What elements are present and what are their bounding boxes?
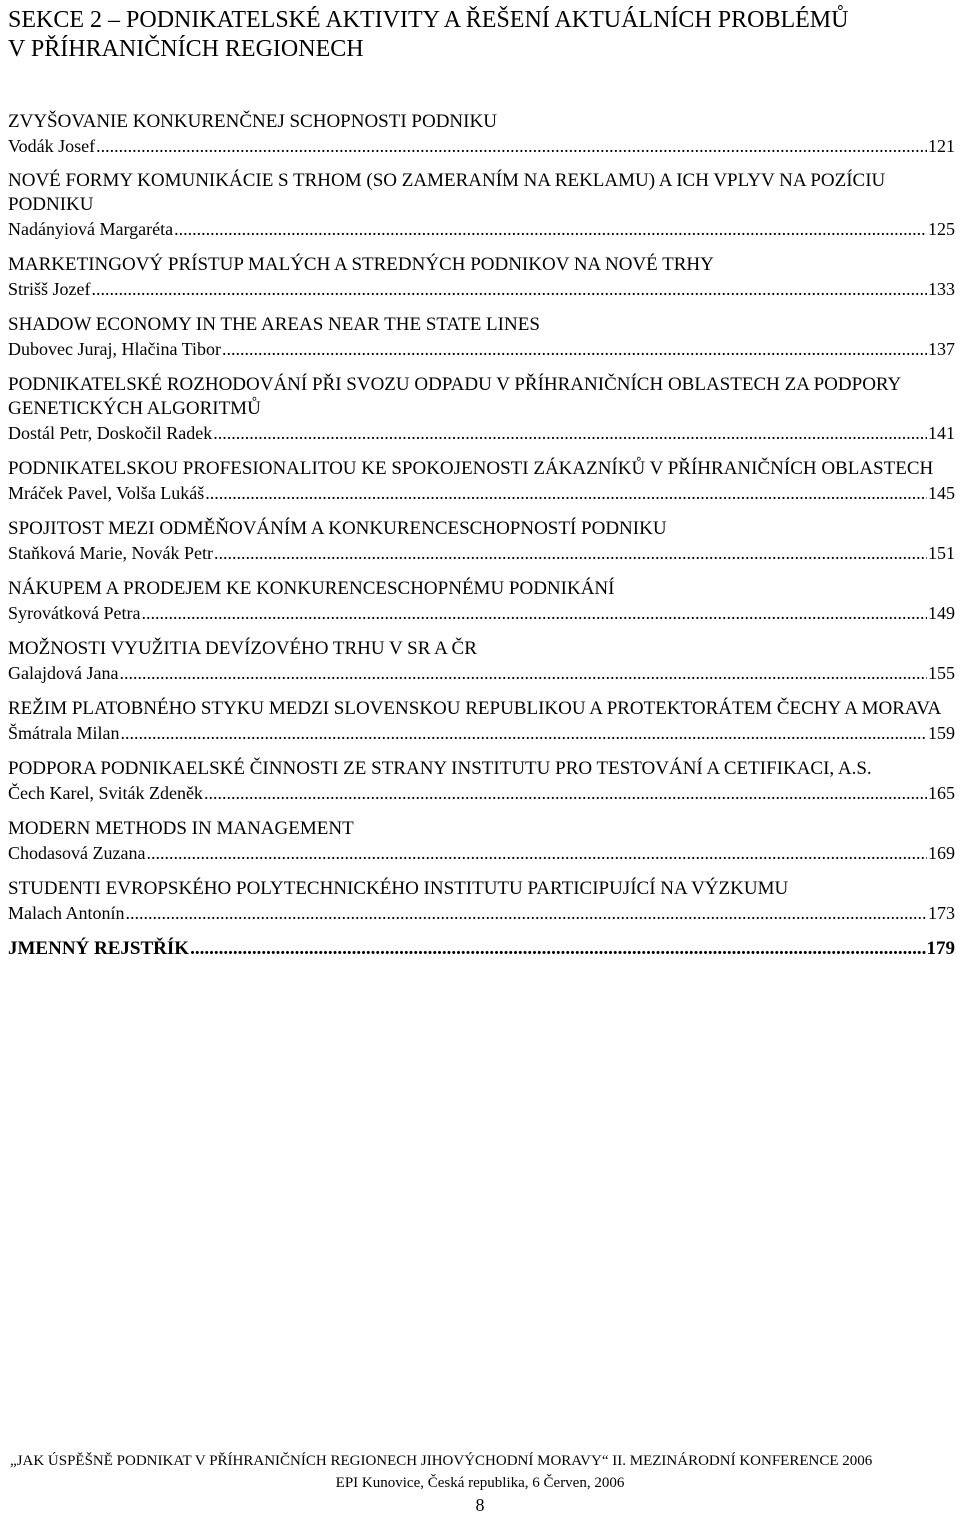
toc-entry [8, 169, 955, 241]
toc-entry-title: MODERN METHODS IN MANAGEMENT [8, 818, 354, 839]
toc-entry-page: 125 [928, 219, 955, 239]
toc-entry-author-line[interactable] [8, 481, 955, 505]
toc-entry [8, 110, 955, 158]
toc-entry-page: 165 [928, 783, 955, 803]
toc-entry-title: MARKETINGOVÝ PRÍSTUP MALÝCH A STREDNÝCH PODNIKOV NA NOVÉ TRHY [8, 254, 714, 275]
toc-entry-author-line[interactable] [8, 421, 955, 445]
dot-leader [213, 421, 927, 445]
toc-entry-page: 151 [928, 543, 955, 563]
dot-leader [119, 661, 927, 685]
footer-location-date: EPI Kunovice, Česká republika, 6 Červen, 2006 [335, 1475, 625, 1491]
toc-entry [8, 877, 955, 925]
toc-entry-authors: Galajdová Jana [8, 663, 119, 683]
toc-entry-name-index [8, 937, 955, 961]
toc-entry-author-line[interactable] [8, 601, 955, 625]
section-title-line2: V PŘÍHRANIČNÍCH REGIONECH [8, 36, 364, 62]
toc-entry-author-line[interactable] [8, 781, 955, 805]
toc-entry-authors: Nadányiová Margaréta [8, 219, 174, 239]
footer-conference-title: „JAK ÚSPĚŠNĚ PODNIKAT V PŘÍHRANIČNÍCH REGIONECH JIHOVÝCHODNÍ MORAVY“ II. MEZINÁRODNÍ KONFERENCE 2006 [10, 1453, 873, 1469]
toc-entry [8, 313, 955, 361]
toc-entry-title: SPOJITOST MEZI ODMĚŇOVÁNÍM A KONKURENCESCHOPNOSTÍ PODNIKU [8, 518, 667, 539]
toc-entry-author-line[interactable] [8, 661, 955, 685]
toc-entry-page: 155 [928, 663, 955, 683]
toc-entry-page: 145 [928, 483, 955, 503]
toc-entry [8, 457, 955, 505]
dot-leader [141, 601, 927, 625]
toc-entry-title: REŽIM PLATOBNÉHO STYKU MEDZI SLOVENSKOU REPUBLIKOU A PROTEKTORÁTEM ČECHY A MORAVA [8, 698, 942, 719]
dot-leader [125, 901, 927, 925]
toc-entry-title: PODNIKATELSKOU PROFESIONALITOU KE SPOKOJENOSTI ZÁKAZNÍKŮ V PŘÍHRANIČNÍCH OBLASTECH [8, 458, 934, 479]
dot-leader [214, 541, 927, 565]
toc-entry-title: NÁKUPEM A PRODEJEM KE KONKURENCESCHOPNÉMU PODNIKÁNÍ [8, 578, 615, 599]
dot-leader [120, 721, 927, 745]
toc-entry-authors: Chodasová Zuzana [8, 843, 146, 863]
toc-entry-page: 141 [928, 423, 955, 443]
toc-entry [8, 253, 955, 301]
dot-leader [92, 277, 928, 301]
dot-leader [174, 217, 927, 241]
toc-entry-title: STUDENTI EVROPSKÉHO POLYTECHNICKÉHO INSTITUTU PARTICIPUJÍCÍ NA VÝZKUMU [8, 878, 789, 899]
toc-entry-page: 159 [928, 723, 955, 743]
toc-entry-title: NOVÉ FORMY KOMUNIKÁCIE S TRHOM (SO ZAMERANÍM NA REKLAMU) A ICH VPLYV NA POZÍCIU PODNIKU [8, 170, 886, 215]
toc-entry-title: PODNIKATELSKÉ ROZHODOVÁNÍ PŘI SVOZU ODPADU V PŘÍHRANIČNÍCH OBLASTECH ZA PODPORY GENETICKÝCH ALGORITMŮ [8, 374, 901, 419]
dot-leader [222, 337, 927, 361]
toc-entry-authors: Šmátrala Milan [8, 723, 120, 743]
toc-entry-page: 133 [928, 279, 955, 299]
toc-entry-page: 173 [928, 903, 955, 923]
toc-entry-author-line[interactable] [8, 721, 955, 745]
toc-entry-authors: Malach Antonín [8, 903, 125, 923]
toc-entry-authors: Strišš Jozef [8, 279, 91, 299]
toc-entry-authors: Mráček Pavel, Volša Lukáš [8, 483, 205, 503]
toc-entry-title: MOŽNOSTI VYUŽITIA DEVÍZOVÉHO TRHU V SR A ČR [8, 638, 477, 659]
dot-leader [146, 841, 927, 865]
toc-entry-authors: Dostál Petr, Doskočil Radek [8, 423, 213, 443]
toc-entry-author-line[interactable] [8, 937, 955, 961]
toc-entry-page: 149 [928, 603, 955, 623]
toc-entry-author-line[interactable] [8, 901, 955, 925]
toc-entry-page: 121 [928, 136, 955, 156]
toc-entry-author-line[interactable] [8, 217, 955, 241]
toc-entry-title: SHADOW ECONOMY IN THE AREAS NEAR THE STATE LINES [8, 314, 540, 335]
toc-entry-author-line[interactable] [8, 841, 955, 865]
toc-entry-authors: Čech Karel, Sviták Zdeněk [8, 783, 203, 803]
toc-entry-title: PODPORA PODNIKAELSKÉ ČINNOSTI ZE STRANY INSTITUTU PRO TESTOVÁNÍ A CETIFIKACI, A.S. [8, 758, 872, 779]
dot-leader [190, 937, 925, 961]
dot-leader [204, 781, 927, 805]
toc-entry [8, 757, 955, 805]
section-title-line1: SEKCE 2 – PODNIKATELSKÉ AKTIVITY A ŘEŠENÍ AKTUÁLNÍCH PROBLÉMŮ [8, 7, 849, 33]
toc-entry-author-line[interactable] [8, 277, 955, 301]
toc-entry [8, 637, 955, 685]
toc-entry [8, 817, 955, 865]
toc-entry-authors: JMENNÝ REJSTŘÍK [8, 938, 190, 959]
toc-entry-author-line[interactable] [8, 337, 955, 361]
toc-entry-page: 179 [926, 938, 955, 959]
toc-entry [8, 577, 955, 625]
toc-entry [8, 517, 955, 565]
toc-entry-author-line[interactable] [8, 541, 955, 565]
toc-entry-title: ZVYŠOVANIE KONKURENČNEJ SCHOPNOSTI PODNIKU [8, 111, 497, 132]
toc-entry [8, 697, 955, 745]
toc-entry [8, 373, 955, 445]
toc-entry-authors: Staňková Marie, Novák Petr [8, 543, 213, 563]
dot-leader [205, 481, 927, 505]
toc-entry-page: 137 [928, 339, 955, 359]
toc-entry-page: 169 [928, 843, 955, 863]
toc-entry-authors: Dubovec Juraj, Hlačina Tibor [8, 339, 221, 359]
section-title [8, 6, 948, 64]
toc-entry-authors: Syrovátková Petra [8, 603, 141, 623]
page-number: 8 [475, 1495, 485, 1515]
dot-leader [96, 134, 927, 158]
toc-entry-authors: Vodák Josef [8, 136, 96, 156]
table-of-contents [8, 110, 955, 961]
toc-entry-author-line[interactable] [8, 134, 955, 158]
